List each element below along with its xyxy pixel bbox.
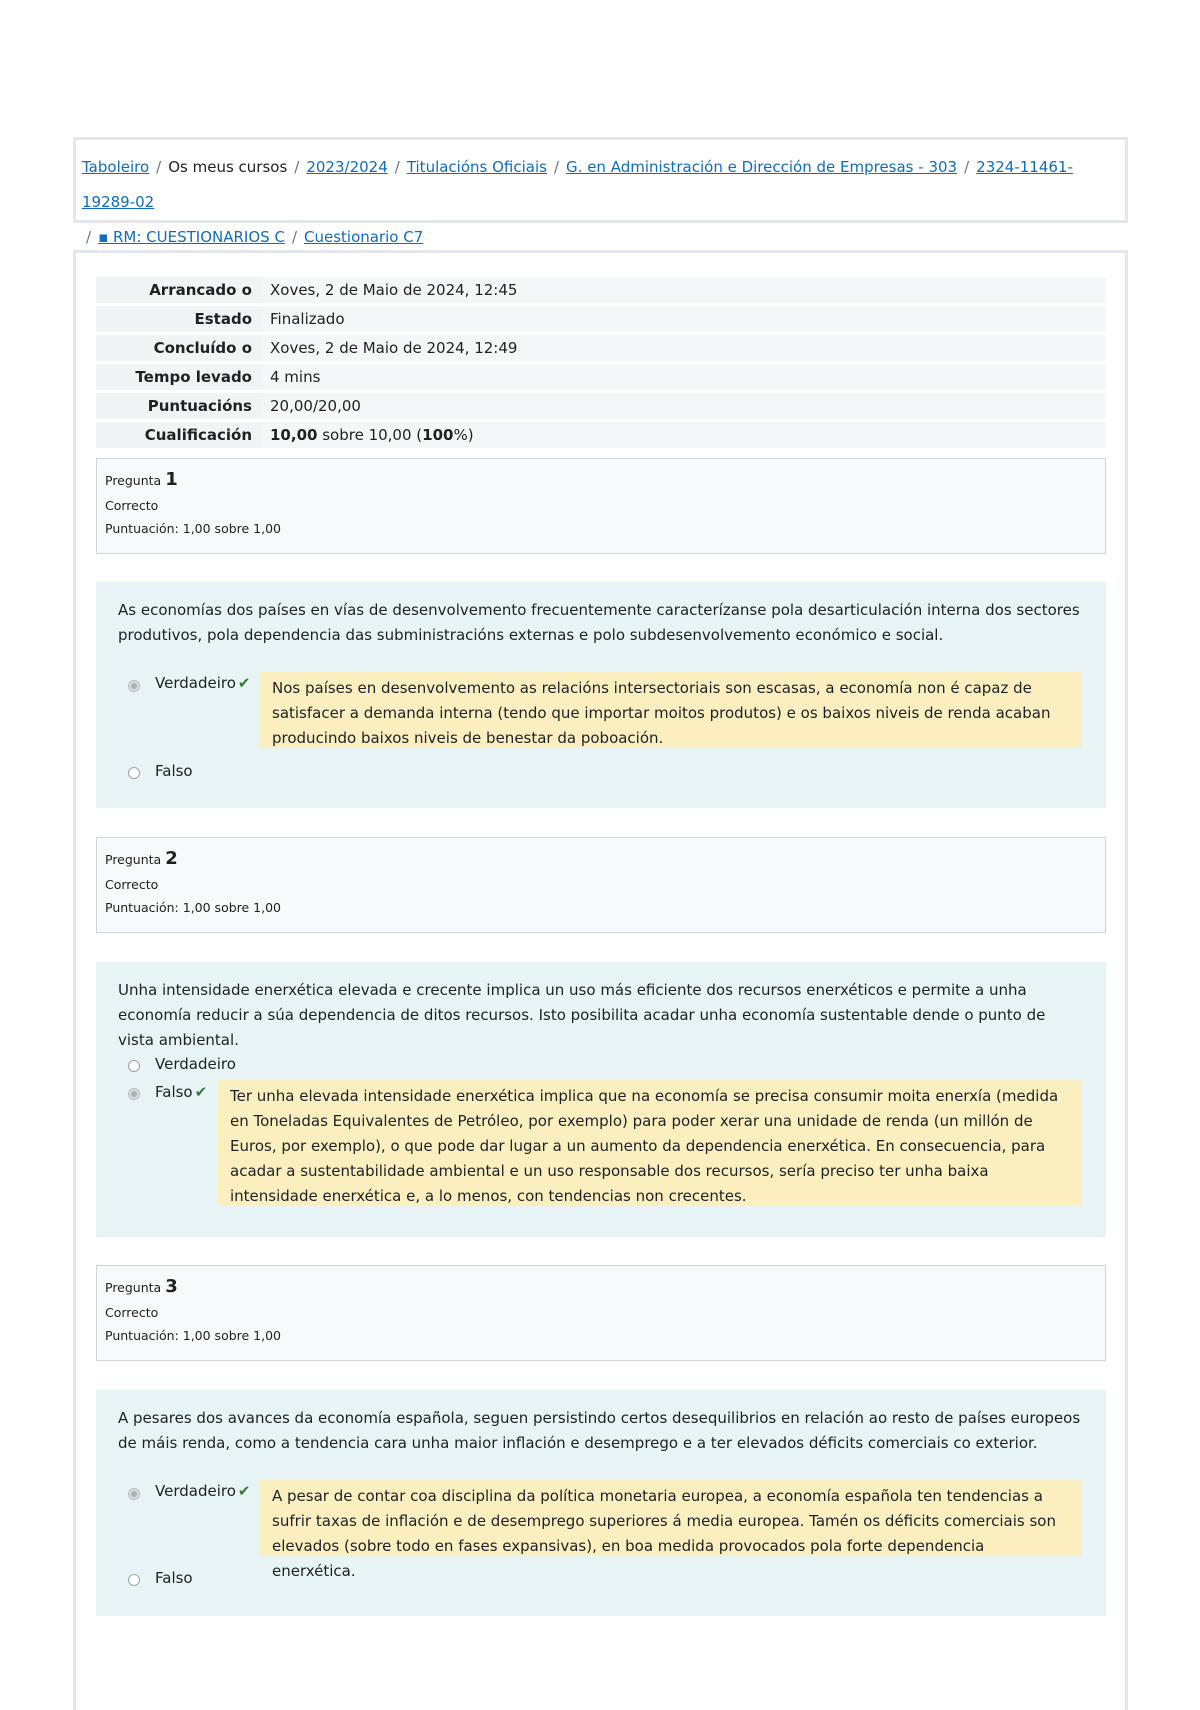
breadcrumb-separator: / [553,158,560,176]
question-text: A pesares dos avances da economía española, seguen persistindo certos desequilibrios en relación ao resto de países europeos de máis renda, como a tendencia cara unha maior inflación e desemprego e a ter elevados déficits comerciais co exterior. [118,1409,1081,1452]
breadcrumb [73,137,1128,246]
option-label: Falso [155,1083,193,1101]
radio-icon[interactable] [128,1574,140,1586]
radio-icon[interactable] [128,680,140,692]
summary-row-state [96,306,1106,332]
question-state: Correcto [105,877,159,892]
grade-percent: 100 [422,426,454,444]
question-prefix: Pregunta [105,473,162,488]
check-icon: ✔ [194,1083,208,1101]
radio-icon[interactable] [128,1088,140,1100]
question-3-feedback: A pesar de contar coa disciplina da política monetaria europea, a economía española ten tendencias a sufrir taxas de inflación e de desemprego superiores á media europea. Tamén os déficits comerciais son elevados (sobre todo en fases expansivas), en boa medida provocados pola forte dependencia enerxética. [260,1480,1082,1556]
question-2-feedback: Ter unha elevada intensidade enerxética implica que na economía se precisa consumir moita enerxía (medida en Toneladas Equivalentes de Petróleo, por exemplo) para poder xerar una unidade de renda (un millón de Euros, por exemplo), o que pode dar lugar a un aumento da dependencia enerxética. En consecuencia, para acadar a sustentabilidade ambiental e un uso responsable dos recursos, sería preciso ter unha baixa intensidade enerxética e, a lo menos, con tendencias non crecentes. [218,1080,1082,1206]
breadcrumb-separator: / [964,158,970,176]
question-mark: Puntuación: 1,00 sobre 1,00 [105,521,282,536]
option-false[interactable]: Falso [155,1569,193,1587]
radio-icon[interactable] [128,1488,140,1500]
breadcrumb-separator: / [156,158,162,176]
question-1-info [96,458,1106,554]
check-icon: ✔ [237,1482,251,1500]
summary-label: Arrancado o [96,277,262,303]
option-false[interactable]: Falso [155,762,193,780]
breadcrumb-year-link[interactable]: 2023/2024 [306,158,388,176]
summary-value: Xoves, 2 de Maio de 2024, 12:45 [262,277,1106,303]
question-number-value: 3 [165,1276,178,1297]
option-false[interactable] [155,1083,207,1101]
summary-value: 20,00/20,00 [262,393,1106,419]
summary-value: Xoves, 2 de Maio de 2024, 12:49 [262,335,1106,361]
question-number-value: 2 [165,848,178,869]
question-state: Correcto [105,498,159,513]
option-true[interactable]: Verdadeiro [155,1055,236,1073]
grade-end: %) [453,426,474,444]
question-mark: Puntuación: 1,00 sobre 1,00 [105,1328,282,1343]
option-label: Verdadeiro [155,1482,236,1500]
option-true[interactable] [155,674,250,692]
summary-row-marks [96,393,1106,419]
check-icon: ✔ [237,674,251,692]
breadcrumb-separator: / [291,228,297,246]
summary-label: Cualificación [96,422,262,448]
summary-value: 4 mins [262,364,1106,390]
summary-label: Tempo levado [96,364,262,390]
option-true[interactable] [155,1482,250,1500]
summary-row-completed [96,335,1106,361]
question-3-info [96,1265,1106,1361]
breadcrumb-course-link[interactable]: 2324-11461-19289-02 [82,158,1073,211]
question-1-feedback: Nos países en desenvolvemento as relacións intersectoriais son escasas, a economía non é capaz de satisfacer a demanda interna (tendo que importar moitos produtos) e os baixos niveis de renda acaban producindo baixos niveis de benestar da poboación. [260,672,1082,748]
question-prefix: Pregunta [105,852,162,867]
summary-label: Puntuacións [96,393,262,419]
breadcrumb-separator: / [86,228,92,246]
summary-label: Estado [96,306,262,332]
grade-mid: sobre 10,00 ( [317,426,423,444]
breadcrumb-dashboard-link[interactable]: Taboleiro [82,158,150,176]
grade-score: 10,00 [270,426,318,444]
breadcrumb-degree-link[interactable]: G. en Administración e Dirección de Empresas - 303 [566,158,958,176]
question-state: Correcto [105,1305,159,1320]
question-number [105,848,1097,869]
summary-grade-value [262,422,1106,448]
question-mark: Puntuación: 1,00 sobre 1,00 [105,900,282,915]
summary-value: Finalizado [262,306,1106,332]
summary-label: Concluído o [96,335,262,361]
question-number [105,1276,1097,1297]
breadcrumb-section-link[interactable]: ▪ RM: CUESTIONARIOS C [98,228,285,246]
radio-icon[interactable] [128,767,140,779]
radio-icon[interactable] [128,1060,140,1072]
attempt-summary-table [96,274,1106,451]
question-number [105,469,1097,490]
breadcrumb-titulacions-link[interactable]: Titulacións Oficiais [406,158,547,176]
breadcrumb-my-courses: Os meus cursos [168,158,288,176]
question-2-info [96,837,1106,933]
question-text: As economías dos países en vías de desenvolvemento frecuentemente caracterízanse pola desarticulación interna dos sectores produtivos, pola dependencia das subministracións externas e polo subdesenvolvemento económico e social. [118,601,1080,644]
summary-row-grade [96,422,1106,448]
summary-row-started [96,277,1106,303]
summary-row-time [96,364,1106,390]
breadcrumb-quiz-link[interactable]: Cuestionario C7 [304,228,424,246]
option-label: Verdadeiro [155,674,236,692]
question-number-value: 1 [165,469,178,490]
question-prefix: Pregunta [105,1280,162,1295]
breadcrumb-separator: / [294,158,300,176]
question-text: Unha intensidade enerxética elevada e crecente implica un uso más eficiente dos recursos enerxéticos e permite a unha economía reducir a súa dependencia de ditos recursos. Isto posibilita acadar unha economía sustentable dende o punto de vista ambiental. [118,981,1046,1049]
breadcrumb-separator: / [394,158,400,176]
